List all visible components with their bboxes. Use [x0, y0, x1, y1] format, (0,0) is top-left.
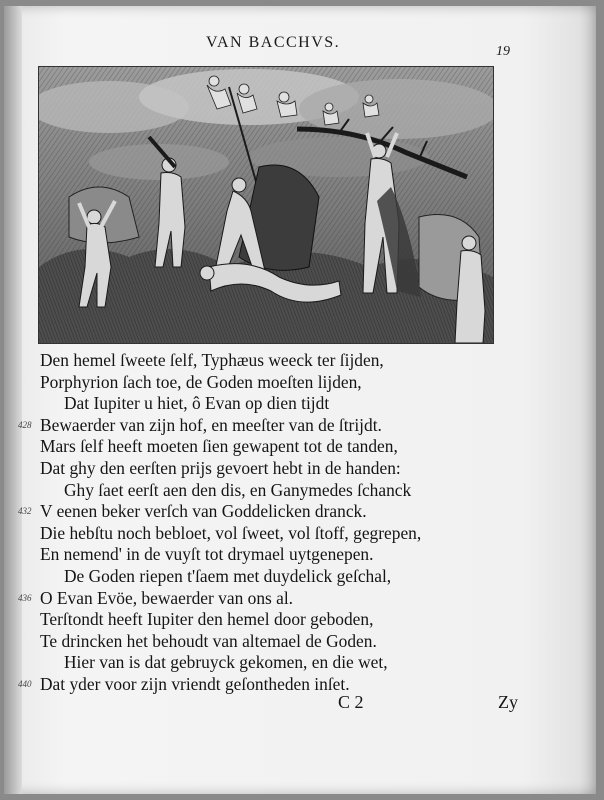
- running-header: VAN BACCHVS.: [206, 34, 341, 51]
- poem-text: [18, 350, 470, 696]
- verse-line: En nemend' in de vuyſt tot drymael uytgenepen.: [40, 544, 374, 565]
- verse-line: Die hebſtu noch bebloet, vol ſweet, vol ſtoff, gegrepen,: [40, 522, 422, 543]
- verse-line: 440 Dat yder voor zijn vriendt geſontheden inſet.: [18, 673, 350, 694]
- verse-line: Porphyrion ſach toe, de Goden moeſten lijden,: [40, 371, 362, 392]
- line-number: 440: [18, 678, 32, 689]
- line-number: 428: [18, 419, 32, 430]
- verse-line: Ghy ſaet eerſt aen den dis, en Ganymedes ſchanck: [64, 479, 412, 500]
- line-number: 432: [18, 506, 32, 517]
- verse-line: Mars ſelf heeft moeten ſien gewapent tot de tanden,: [40, 436, 398, 457]
- verse-line: Te drincken het behoudt van altemael de Goden.: [40, 630, 377, 651]
- verse-line: 436 O Evan Evöe, bewaerder van ons al.: [18, 587, 294, 608]
- page-number: 19: [496, 44, 510, 59]
- verse-line: Dat Iupiter u hiet, ô Evan op dien tijdt: [64, 393, 330, 414]
- signature-mark: C 2: [338, 692, 364, 712]
- catchword: Zy: [498, 692, 518, 712]
- engraving-illustration: [38, 66, 494, 344]
- line-number: 436: [18, 592, 32, 603]
- verse-line: Hier van is dat gebruyck gekomen, en die wet,: [64, 652, 388, 673]
- verse-line: Den hemel ſweete ſelf, Typhæus weeck ter ſijden,: [40, 350, 384, 370]
- verse-line: Terſtondt heeft Iupiter den hemel door geboden,: [40, 609, 374, 630]
- verse-line: 432 V eenen beker verſch van Goddelicken dranck.: [18, 501, 367, 522]
- verse-line: Dat ghy den eerſten prijs gevoert hebt in de handen:: [40, 457, 401, 478]
- verse-line: 428 Bewaerder van zijn hof, en meeſter van de ſtrijdt.: [18, 414, 382, 435]
- engraving-drawing: [39, 67, 493, 343]
- verse-line: De Goden riepen t'ſaem met duydelick geſchal,: [64, 565, 392, 586]
